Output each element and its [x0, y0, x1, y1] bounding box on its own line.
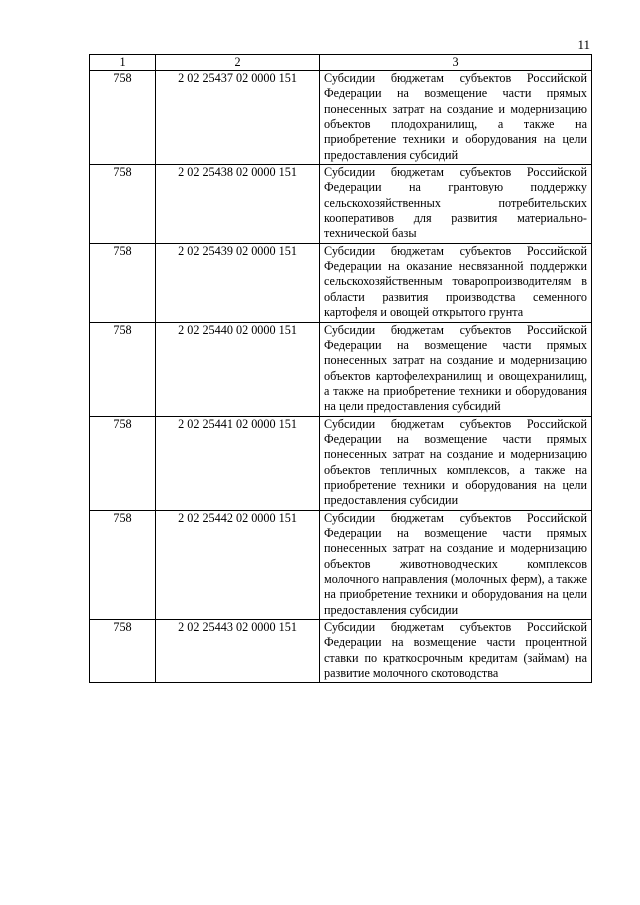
column-header-3: 3 — [320, 55, 592, 71]
budget-code-cell: 2 02 25441 02 0000 151 — [156, 416, 320, 510]
description-cell: Субсидии бюджетам субъектов Российской Федерации на возмещение части прямых понесенных затрат на создание и модернизацию объектов картофелехранилищ и овощехранилищ, а также на приобретение техники и оборудования на цели предоставления субсидий — [320, 322, 592, 416]
description-cell: Субсидии бюджетам субъектов Российской Федерации на грантовую поддержку сельскохозяйственных потребительских кооперативов для развития материально-технической базы — [320, 165, 592, 244]
budget-code-cell: 2 02 25443 02 0000 151 — [156, 620, 320, 683]
column-header-2: 2 — [156, 55, 320, 71]
description-cell: Субсидии бюджетам субъектов Российской Федерации на оказание несвязанной поддержки сельскохозяйственным товаропроизводителям в области развития производства семенного картофеля и овощей открытого грунта — [320, 243, 592, 322]
budget-code-cell: 2 02 25442 02 0000 151 — [156, 510, 320, 619]
budget-classification-table — [89, 54, 592, 683]
column-header-1: 1 — [90, 55, 156, 71]
description-cell: Субсидии бюджетам субъектов Российской Федерации на возмещение части процентной ставки по краткосрочным кредитам (займам) на развитие молочного скотоводства — [320, 620, 592, 683]
description-cell: Субсидии бюджетам субъектов Российской Федерации на возмещение части прямых понесенных затрат на создание и модернизацию объектов тепличных комплексов, а также на приобретение техники и оборудования на цели предоставления субсидии — [320, 416, 592, 510]
admin-code-cell: 758 — [90, 165, 156, 244]
description-cell: Субсидии бюджетам субъектов Российской Федерации на возмещение части прямых понесенных затрат на создание и модернизацию объектов животноводческих комплексов молочного направления (молочных ферм), а также на приобретение техники и оборудования на цели предоставления субсидии — [320, 510, 592, 619]
admin-code-cell: 758 — [90, 71, 156, 165]
table-row — [90, 243, 592, 322]
admin-code-cell: 758 — [90, 620, 156, 683]
budget-code-cell: 2 02 25438 02 0000 151 — [156, 165, 320, 244]
table-row — [90, 620, 592, 683]
table-row — [90, 322, 592, 416]
budget-code-cell: 2 02 25437 02 0000 151 — [156, 71, 320, 165]
description-cell: Субсидии бюджетам субъектов Российской Федерации на возмещение части прямых понесенных затрат на создание и модернизацию объектов плодохранилищ, а также на приобретение техники и оборудования на цели предоставления субсидий — [320, 71, 592, 165]
table-row — [90, 416, 592, 510]
admin-code-cell: 758 — [90, 416, 156, 510]
admin-code-cell: 758 — [90, 322, 156, 416]
budget-code-cell: 2 02 25439 02 0000 151 — [156, 243, 320, 322]
table-row — [90, 71, 592, 165]
table-header-row — [90, 55, 592, 71]
budget-code-cell: 2 02 25440 02 0000 151 — [156, 322, 320, 416]
admin-code-cell: 758 — [90, 243, 156, 322]
table-row — [90, 510, 592, 619]
admin-code-cell: 758 — [90, 510, 156, 619]
table-row — [90, 165, 592, 244]
page-number: 11 — [577, 37, 590, 52]
